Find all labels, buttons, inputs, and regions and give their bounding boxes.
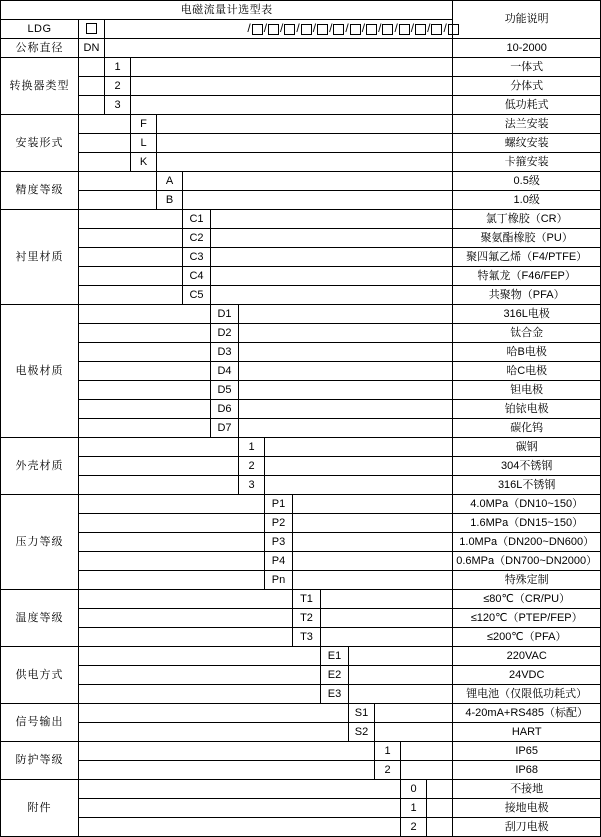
spacer xyxy=(79,400,211,419)
code-lining-3: C3 xyxy=(183,248,211,267)
desc-electrode-4: 哈C电极 xyxy=(453,362,601,381)
code-temperature-2: T2 xyxy=(293,609,321,628)
spacer xyxy=(79,647,321,666)
spacer xyxy=(79,704,349,723)
checkbox-icon xyxy=(252,24,263,35)
spacer xyxy=(79,552,265,571)
slash-separator: / xyxy=(394,21,398,36)
spacer xyxy=(131,58,453,77)
spacer xyxy=(79,96,105,115)
code-lining-4: C4 xyxy=(183,267,211,286)
code-temperature-3: T3 xyxy=(293,628,321,647)
spacer xyxy=(79,628,293,647)
desc-converter-type-2: 分体式 xyxy=(453,77,601,96)
row-pressure-2 xyxy=(1,514,601,533)
code-lining-1: C1 xyxy=(183,210,211,229)
code-electrode-4: D4 xyxy=(211,362,239,381)
code-temperature-1: T1 xyxy=(293,590,321,609)
row-lining-2 xyxy=(1,229,601,248)
desc-protection-2: IP68 xyxy=(453,761,601,780)
code-accessory-3: 2 xyxy=(401,818,427,837)
spacer xyxy=(79,818,401,837)
desc-shell-2: 304不锈钢 xyxy=(453,457,601,476)
slash-separator: / xyxy=(280,21,284,36)
code-electrode-7: D7 xyxy=(211,419,239,438)
spacer xyxy=(321,609,453,628)
code-power-1: E1 xyxy=(321,647,349,666)
row-pressure-1 xyxy=(1,495,601,514)
spacer xyxy=(131,96,453,115)
row-pressure-5 xyxy=(1,571,601,590)
slash-separator: / xyxy=(410,21,415,36)
spacer xyxy=(79,780,401,799)
desc-shell-3: 316L不锈钢 xyxy=(453,476,601,495)
desc-accessory-2: 接地电极 xyxy=(453,799,601,818)
spacer xyxy=(157,153,453,172)
desc-electrode-5: 钽电极 xyxy=(453,381,601,400)
spacer xyxy=(427,799,453,818)
spacer xyxy=(349,647,453,666)
desc-lining-4: 特氟龙（F46/FEP） xyxy=(453,267,601,286)
category-label-install-form: 安装形式 xyxy=(1,115,79,172)
desc-electrode-3: 哈B电极 xyxy=(453,343,601,362)
code-shell-2: 2 xyxy=(239,457,265,476)
category-label-protection: 防护等级 xyxy=(1,742,79,780)
desc-install-form-3: 卡箍安装 xyxy=(453,153,601,172)
desc-accessory-3: 刮刀电极 xyxy=(453,818,601,837)
desc-converter-type-3: 低功耗式 xyxy=(453,96,601,115)
code-protection-1: 1 xyxy=(375,742,401,761)
spacer xyxy=(239,419,453,438)
spacer xyxy=(79,799,401,818)
code-electrode-1: D1 xyxy=(211,305,239,324)
row-accessory-3 xyxy=(1,818,601,837)
code-accessory-1: 0 xyxy=(401,780,427,799)
spacer xyxy=(79,77,105,96)
spacer xyxy=(211,229,453,248)
desc-temperature-3: ≤200℃（PFA） xyxy=(453,628,601,647)
row-electrode-4 xyxy=(1,362,601,381)
spacer xyxy=(79,248,183,267)
desc-converter-type-1: 一体式 xyxy=(453,58,601,77)
code-electrode-6: D6 xyxy=(211,400,239,419)
function-column-title: 功能说明 xyxy=(453,1,601,39)
desc-electrode-2: 钛合金 xyxy=(453,324,601,343)
row-temperature-3 xyxy=(1,628,601,647)
checkbox-icon xyxy=(350,24,361,35)
spacer xyxy=(293,571,453,590)
spacer xyxy=(79,210,183,229)
desc-accuracy-2: 1.0级 xyxy=(453,191,601,210)
desc-power-1: 220VAC xyxy=(453,647,601,666)
category-label-shell: 外壳材质 xyxy=(1,438,79,495)
spacer xyxy=(401,761,453,780)
desc-signal-1: 4-20mA+RS485（标配） xyxy=(453,704,601,723)
category-label-signal: 信号输出 xyxy=(1,704,79,742)
checkbox-icon xyxy=(333,24,344,35)
row-install-form-2 xyxy=(1,134,601,153)
checkbox-icon xyxy=(86,23,97,34)
code-shell-1: 1 xyxy=(239,438,265,457)
row-power-2 xyxy=(1,666,601,685)
row-shell-2 xyxy=(1,457,601,476)
row-pressure-3 xyxy=(1,533,601,552)
code-install-form-2: L xyxy=(131,134,157,153)
desc-lining-5: 共聚物（PFA） xyxy=(453,286,601,305)
row-signal-1 xyxy=(1,704,601,723)
code-signal-1: S1 xyxy=(349,704,375,723)
spacer xyxy=(183,172,453,191)
category-label-converter-type: 转换器类型 xyxy=(1,58,79,115)
slash-separator: / xyxy=(427,21,431,36)
spacer xyxy=(79,438,239,457)
code-shell-3: 3 xyxy=(239,476,265,495)
spacer xyxy=(79,134,131,153)
slash-separator: / xyxy=(361,21,366,36)
desc-electrode-1: 316L电极 xyxy=(453,305,601,324)
spacer xyxy=(375,704,453,723)
spacer xyxy=(79,457,239,476)
spacer xyxy=(157,115,453,134)
spacer xyxy=(211,286,453,305)
desc-pressure-1: 4.0MPa（DN10~150） xyxy=(453,495,601,514)
spacer xyxy=(79,495,265,514)
spacer xyxy=(349,666,453,685)
desc-power-2: 24VDC xyxy=(453,666,601,685)
spacer xyxy=(427,818,453,837)
spacer xyxy=(265,457,453,476)
model-box-0 xyxy=(79,20,105,39)
spacer xyxy=(79,267,183,286)
code-pressure-3: P3 xyxy=(265,533,293,552)
slash-separator: / xyxy=(263,21,268,36)
desc-lining-2: 聚氨酯橡胶（PU） xyxy=(453,229,601,248)
spacer xyxy=(265,438,453,457)
spacer xyxy=(79,115,131,134)
desc-electrode-6: 铂铱电极 xyxy=(453,400,601,419)
spacer xyxy=(79,381,211,400)
row-nominal-diameter xyxy=(1,39,601,58)
spacer xyxy=(183,191,453,210)
row-electrode-1 xyxy=(1,305,601,324)
desc-power-3: 锂电池（仅限低功耗式） xyxy=(453,685,601,704)
spacer xyxy=(79,476,239,495)
row-electrode-2 xyxy=(1,324,601,343)
row-shell-1 xyxy=(1,438,601,457)
code-electrode-2: D2 xyxy=(211,324,239,343)
category-label-lining: 衬里材质 xyxy=(1,210,79,305)
slash-separator: / xyxy=(378,21,382,36)
row-lining-5 xyxy=(1,286,601,305)
spacer xyxy=(239,324,453,343)
slash-separator: / xyxy=(345,21,349,36)
row-signal-2 xyxy=(1,723,601,742)
checkbox-icon xyxy=(284,24,295,35)
spacer xyxy=(79,685,321,704)
spacer xyxy=(79,58,105,77)
checkbox-icon xyxy=(415,24,426,35)
desc-electrode-7: 碳化钨 xyxy=(453,419,601,438)
row-accessory-1 xyxy=(1,780,601,799)
row-temperature-2 xyxy=(1,609,601,628)
code-pressure-5: Pn xyxy=(265,571,293,590)
checkbox-icon xyxy=(382,24,393,35)
row-accuracy-1 xyxy=(1,172,601,191)
code-pressure-1: P1 xyxy=(265,495,293,514)
checkbox-icon xyxy=(448,24,459,35)
desc-pressure-5: 特殊定制 xyxy=(453,571,601,590)
spacer xyxy=(293,533,453,552)
spacer xyxy=(79,514,265,533)
category-label-accessory: 附件 xyxy=(1,780,79,837)
category-label-electrode: 电极材质 xyxy=(1,305,79,438)
spacer xyxy=(401,742,453,761)
code-power-3: E3 xyxy=(321,685,349,704)
row-temperature-1 xyxy=(1,590,601,609)
spacer xyxy=(265,476,453,495)
checkbox-icon xyxy=(268,24,279,35)
desc-temperature-1: ≤80℃（CR/PU） xyxy=(453,590,601,609)
row-electrode-3 xyxy=(1,343,601,362)
table-title: 电磁流量计选型表 xyxy=(1,1,453,20)
spacer xyxy=(131,77,453,96)
code-accessory-2: 1 xyxy=(401,799,427,818)
row-protection-1 xyxy=(1,742,601,761)
code-converter-type-1: 1 xyxy=(105,58,131,77)
row-shell-3 xyxy=(1,476,601,495)
spacer xyxy=(79,172,157,191)
slash-separator: / xyxy=(296,21,300,36)
code-pressure-2: P2 xyxy=(265,514,293,533)
spacer xyxy=(79,191,157,210)
checkbox-icon xyxy=(366,24,377,35)
model-prefix: LDG xyxy=(1,20,79,39)
code-accuracy-2: B xyxy=(157,191,183,210)
desc-lining-3: 聚四氟乙烯（F4/PTFE） xyxy=(453,248,601,267)
desc-accessory-1: 不接地 xyxy=(453,780,601,799)
spacer xyxy=(79,343,211,362)
checkbox-icon xyxy=(431,24,442,35)
category-label-accuracy: 精度等级 xyxy=(1,172,79,210)
row-electrode-6 xyxy=(1,400,601,419)
code-lining-2: C2 xyxy=(183,229,211,248)
spacer xyxy=(79,286,183,305)
spacer xyxy=(79,571,265,590)
category-label-temperature: 温度等级 xyxy=(1,590,79,647)
row-install-form-1 xyxy=(1,115,601,134)
spacer xyxy=(239,362,453,381)
spacer xyxy=(79,609,293,628)
row-electrode-5 xyxy=(1,381,601,400)
spacer xyxy=(79,533,265,552)
code-signal-2: S2 xyxy=(349,723,375,742)
spacer xyxy=(79,723,349,742)
spacer xyxy=(79,305,211,324)
code-dn: DN xyxy=(79,39,105,58)
table-header-row xyxy=(1,1,601,20)
code-electrode-3: D3 xyxy=(211,343,239,362)
code-install-form-3: K xyxy=(131,153,157,172)
category-label-power: 供电方式 xyxy=(1,647,79,704)
row-accessory-2 xyxy=(1,799,601,818)
spacer xyxy=(321,590,453,609)
row-lining-4 xyxy=(1,267,601,286)
row-converter-type-1 xyxy=(1,58,601,77)
spacer xyxy=(293,514,453,533)
row-converter-type-3 xyxy=(1,96,601,115)
desc-pressure-2: 1.6MPa（DN15~150） xyxy=(453,514,601,533)
spacer xyxy=(349,685,453,704)
spacer xyxy=(211,210,453,229)
desc-temperature-2: ≤120℃（PTEP/FEP） xyxy=(453,609,601,628)
spacer xyxy=(375,723,453,742)
spacer xyxy=(239,400,453,419)
desc-lining-1: 氯丁橡胶（CR） xyxy=(453,210,601,229)
spacer xyxy=(211,267,453,286)
desc-pressure-3: 1.0MPa（DN200~DN600） xyxy=(453,533,601,552)
desc-install-form-2: 螺纹安装 xyxy=(453,134,601,153)
row-protection-2 xyxy=(1,761,601,780)
row-lining-1 xyxy=(1,210,601,229)
row-lining-3 xyxy=(1,248,601,267)
checkbox-icon xyxy=(301,24,312,35)
code-electrode-5: D5 xyxy=(211,381,239,400)
row-power-3 xyxy=(1,685,601,704)
row-install-form-3 xyxy=(1,153,601,172)
spacer xyxy=(79,742,375,761)
slash-separator: / xyxy=(329,21,333,36)
spacer xyxy=(239,305,453,324)
slash-separator: / xyxy=(443,21,447,36)
code-lining-5: C5 xyxy=(183,286,211,305)
desc-signal-2: HART xyxy=(453,723,601,742)
desc-shell-1: 碳钢 xyxy=(453,438,601,457)
desc-accuracy-1: 0.5级 xyxy=(453,172,601,191)
spacer xyxy=(79,590,293,609)
desc-protection-1: IP65 xyxy=(453,742,601,761)
slash-separator: / xyxy=(247,21,251,36)
spacer xyxy=(79,153,131,172)
row-power-1 xyxy=(1,647,601,666)
category-label-pressure: 压力等级 xyxy=(1,495,79,590)
spacer xyxy=(211,248,453,267)
spacer xyxy=(79,324,211,343)
spacer xyxy=(293,552,453,571)
row-electrode-7 xyxy=(1,419,601,438)
code-power-2: E2 xyxy=(321,666,349,685)
row-converter-type-2 xyxy=(1,77,601,96)
category-label-nominal-diameter: 公称直径 xyxy=(1,39,79,58)
spacer xyxy=(79,666,321,685)
spacer xyxy=(239,343,453,362)
spacer xyxy=(79,362,211,381)
row-pressure-4 xyxy=(1,552,601,571)
checkbox-icon xyxy=(399,24,410,35)
code-converter-type-2: 2 xyxy=(105,77,131,96)
spacer xyxy=(79,229,183,248)
row-accuracy-2 xyxy=(1,191,601,210)
code-pressure-4: P4 xyxy=(265,552,293,571)
code-accuracy-1: A xyxy=(157,172,183,191)
desc-install-form-1: 法兰安装 xyxy=(453,115,601,134)
spacer xyxy=(105,39,453,58)
slash-separator: / xyxy=(312,21,317,36)
checkbox-icon xyxy=(317,24,328,35)
code-protection-2: 2 xyxy=(375,761,401,780)
spacer xyxy=(79,419,211,438)
spacer xyxy=(293,495,453,514)
code-install-form-1: F xyxy=(131,115,157,134)
spacer xyxy=(427,780,453,799)
desc-pressure-4: 0.6MPa（DN700~DN2000） xyxy=(453,552,601,571)
spacer xyxy=(157,134,453,153)
spacer xyxy=(239,381,453,400)
spacer xyxy=(79,761,375,780)
desc-nominal-diameter: 10-2000 xyxy=(453,39,601,58)
spacer xyxy=(321,628,453,647)
code-converter-type-3: 3 xyxy=(105,96,131,115)
